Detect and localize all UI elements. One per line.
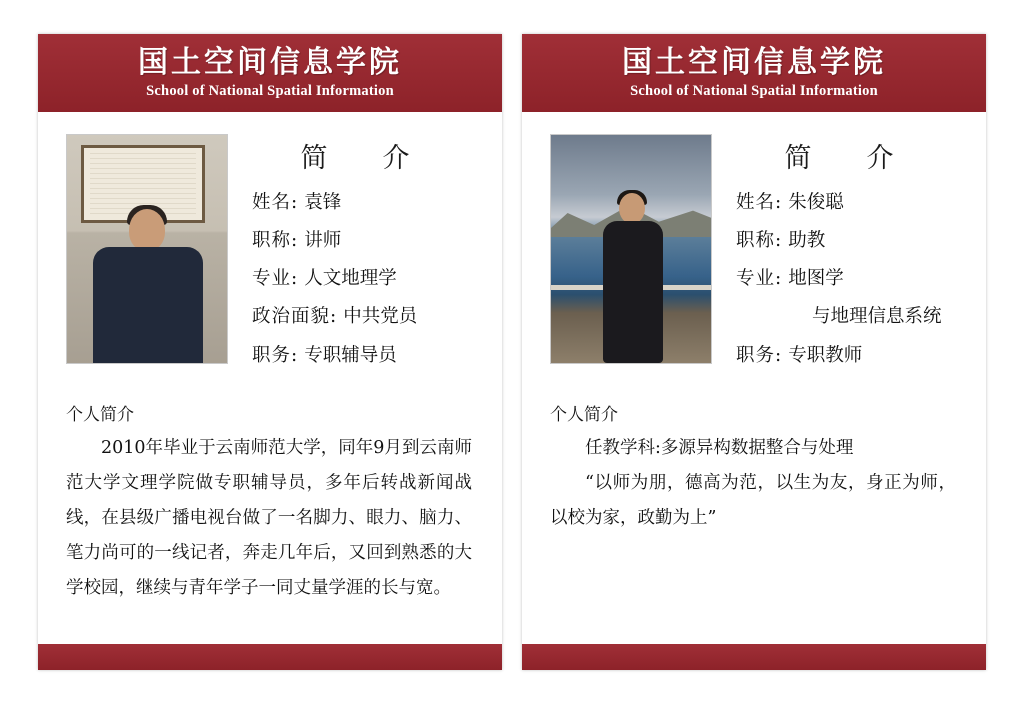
bio-section <box>522 382 986 536</box>
field-row <box>252 305 482 328</box>
card-top-area <box>38 112 502 382</box>
card-body <box>522 112 986 622</box>
profile-card-right <box>522 34 986 670</box>
portrait-body <box>603 221 663 363</box>
field-value: 人文地理学 <box>304 268 397 290</box>
field-label: 专业: <box>736 268 783 290</box>
field-value: 专职教师 <box>788 344 863 366</box>
field-value: 朱俊聪 <box>788 192 844 213</box>
bio-section <box>38 382 502 606</box>
portrait-photo-indoor <box>66 134 228 364</box>
field-label: 姓名: <box>736 192 783 213</box>
bio-paragraph: 任教学科:多源异构数据整合与处理 <box>585 437 854 458</box>
portrait-photo-outdoor <box>550 134 712 364</box>
field-row <box>736 229 966 252</box>
school-name-cn: 国土空间信息学院 <box>138 45 402 80</box>
profile-fields <box>712 134 966 382</box>
card-footer-bar <box>38 644 502 670</box>
card-footer-bar <box>522 644 986 670</box>
field-row <box>252 191 482 214</box>
field-value: 讲师 <box>304 230 342 252</box>
card-header <box>38 34 502 112</box>
card-header <box>522 34 986 112</box>
field-row <box>252 229 482 252</box>
field-value: 袁锋 <box>304 192 342 213</box>
portrait-head <box>129 209 165 251</box>
footer-gap <box>38 622 502 644</box>
profile-card-left <box>38 34 502 670</box>
field-row <box>252 267 482 290</box>
profile-fields <box>228 134 482 382</box>
field-value: 中共党员 <box>343 306 418 328</box>
bio-title: 个人简介 <box>550 404 618 425</box>
field-label: 职称: <box>252 230 299 252</box>
field-label: 政治面貌: <box>252 306 338 328</box>
field-value: 专职辅导员 <box>304 344 397 366</box>
field-label: 职务: <box>736 344 783 366</box>
bio-title: 个人简介 <box>66 404 134 425</box>
card-top-area <box>522 112 986 382</box>
field-value: 助教 <box>788 230 826 252</box>
footer-gap <box>522 622 986 644</box>
field-value: 地图学 <box>788 268 844 290</box>
field-row <box>736 267 966 290</box>
bio-paragraph: 2010年毕业于云南师范大学，同年9月到云南师范大学文理学院做专职辅导员，多年后转战新闻战线，在县级广播电视台做了一名脚力、眼力、脑力、笔力尚可的一线记者，奔走几年后，又回到熟悉的大学校园，继续与青年学子一同丈量学涯的长与宽。 <box>66 437 472 598</box>
section-title: 简 介 <box>300 143 424 174</box>
field-label: 职务: <box>252 344 299 366</box>
field-label: 职称: <box>736 230 783 252</box>
field-row <box>252 344 482 367</box>
bio-paragraph: “以师为朋，德高为范，以生为友，身正为师，以校为家，政勤为上” <box>550 472 956 528</box>
field-label: 姓名: <box>252 192 299 213</box>
field-value-continuation: 与地理信息系统 <box>812 306 942 328</box>
field-label: 专业: <box>252 268 299 290</box>
portrait-head <box>619 193 645 224</box>
card-body <box>38 112 502 622</box>
field-row <box>736 191 966 214</box>
field-row <box>736 344 966 367</box>
portrait-body <box>93 247 203 364</box>
school-name-en: School of National Spatial Information <box>630 83 878 99</box>
section-title: 简 介 <box>784 143 908 174</box>
school-name-cn: 国土空间信息学院 <box>622 45 886 80</box>
school-name-en: School of National Spatial Information <box>146 83 394 99</box>
